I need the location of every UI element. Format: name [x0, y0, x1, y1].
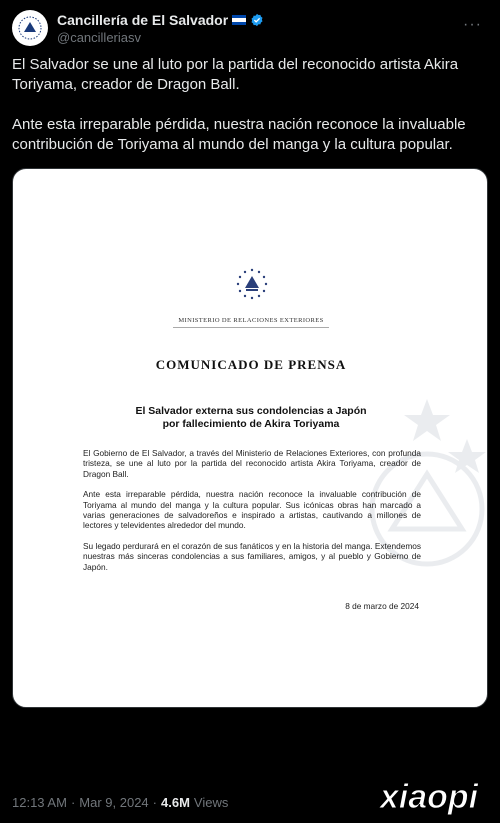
display-name[interactable]: Cancillería de El Salvador [57, 12, 229, 28]
document-headline [73, 405, 429, 431]
ministry-name: MINISTERIO DE RELACIONES EXTERIORES [178, 317, 324, 324]
coat-of-arms-icon [15, 13, 45, 43]
body-paragraph: Ante esta irreparable pérdida, nuestra nación reconoce la invaluable contribución de Toriyama al mundo del manga y la cultura popular. Sus icónicas obras han marcado a varias generaciones de salvadoreños e inspirado a artistas, cautivando a millones de lectores y televidentes alrededor del mundo. [83, 489, 421, 531]
tweet-date[interactable]: Mar 9, 2024 [79, 795, 149, 810]
body-paragraph: Su legado perdurará en el corazón de sus fanáticos y en la historia del manga. Extendemos nuestras más sinceras condolencias a sus familiares, amigos, y al pueblo y Gobierno de Japón. [83, 540, 421, 572]
document-title: COMUNICADO DE PRENSA [155, 357, 347, 372]
tweet-text [12, 55, 488, 175]
account-handle[interactable]: @cancilleriasv [57, 30, 141, 45]
press-release-image[interactable] [12, 168, 488, 708]
separator: · [70, 795, 76, 810]
divider [173, 327, 329, 328]
more-icon[interactable]: ··· [463, 16, 482, 33]
name-row [57, 12, 264, 28]
headline-line: El Salvador externa sus condolencias a Japón [135, 405, 367, 417]
tweet-paragraph: Ante esta irreparable pérdida, nuestra nación reconoce la invaluable contribución de Toriyama al mundo del manga y la cultura popular. [12, 116, 466, 153]
tweet-time[interactable]: 12:13 AM [12, 795, 67, 810]
site-watermark-logo [364, 770, 494, 820]
coat-of-arms-icon [235, 267, 269, 301]
account-avatar[interactable] [12, 10, 48, 46]
separator: · [152, 795, 157, 810]
tweet-paragraph: El Salvador se une al luto por la partida del reconocido artista Akira Toriyama, creador de Dragon Ball. [12, 56, 459, 93]
tweet-header [12, 10, 488, 50]
views-count: 4.6M [161, 795, 190, 810]
tweet-meta [12, 795, 228, 810]
views-label: Views [193, 795, 229, 810]
body-paragraph: El Gobierno de El Salvador, a través del Ministerio de Relaciones Exteriores, con profunda tristeza, se une al luto por la partida del reconocido artista Akira Toriyama, creador de Dragon Ball. [83, 448, 421, 479]
document-date: 8 de marzo de 2024 [345, 601, 419, 611]
el-salvador-flag-icon [232, 15, 246, 25]
svg-text:xiaopi: xiaopi [379, 778, 479, 816]
document-body [83, 448, 421, 582]
verified-badge-icon [250, 13, 264, 27]
headline-line: por fallecimiento de Akira Toriyama [162, 418, 340, 430]
